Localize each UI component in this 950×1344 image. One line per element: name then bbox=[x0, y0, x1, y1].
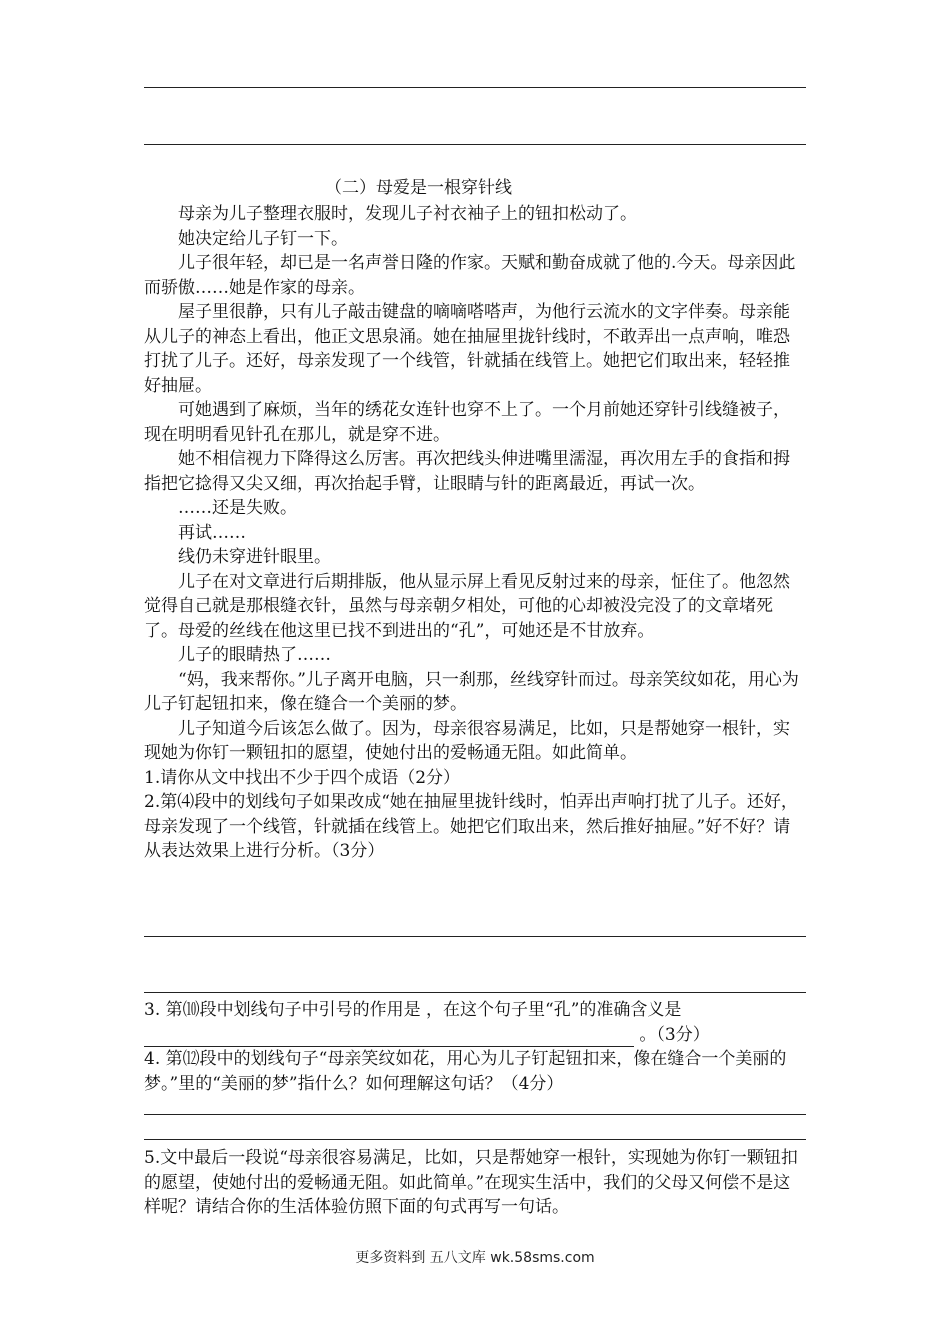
answer-line-q4-1[interactable] bbox=[144, 1114, 806, 1115]
paragraph: 她决定给儿子钉一下。 bbox=[178, 228, 348, 249]
paragraph: 线仍未穿进针眼里。 bbox=[178, 547, 331, 567]
paragraph: 儿子很年轻，却已是一名声誉日隆的作家。天赋和勤奋成就了他的.今天。母亲因此而骄傲……她是作家的母亲。 bbox=[144, 253, 796, 298]
paragraph: 再试…… bbox=[178, 522, 246, 543]
paragraph: 儿子知道今后该怎么做了。因为，母亲很容易满足，比如，只是帮她穿一根针，实现她为你钉一颗钮扣的愿望，使她付出的爱畅通无阻。如此简单。 bbox=[144, 718, 790, 763]
paragraph: 屋子里很静，只有儿子敲击键盘的嘀嘀嗒嗒声，为他行云流水的文字伴奏。母亲能从儿子的神态上看出，他正文思泉涌。她在抽屉里拢针线时，不敢弄出一点声响，唯恐打扰了儿子。还好，母亲发现了一个线管，针就插在线管上。她把它们取出来，轻轻推好抽屉。 bbox=[144, 302, 790, 396]
answer-blank-q3[interactable] bbox=[144, 1028, 634, 1047]
question-1: 1.请你从文中找出不少于四个成语（2分） bbox=[144, 767, 461, 788]
question-5-block bbox=[144, 1146, 806, 1220]
answer-line-top-1 bbox=[144, 87, 806, 88]
paragraph: 可她遇到了麻烦，当年的绣花女连针也穿不上了。一个月前她还穿针引线缝被子，现在明明看见针孔在那儿，就是穿不进。 bbox=[144, 400, 790, 445]
passage-title: （二）母爱是一根穿针线 bbox=[325, 178, 512, 198]
paragraph: 儿子的眼睛热了…… bbox=[178, 645, 331, 665]
paragraph: ……还是失败。 bbox=[178, 498, 297, 518]
answer-line-q2-2[interactable] bbox=[144, 992, 806, 993]
question-3-block bbox=[144, 998, 806, 1096]
paragraph: “妈，我来帮你。”儿子离开电脑，只一刹那，丝线穿针而过。母亲笑纹如花，用心为儿子钉起钮扣来，像在缝合一个美丽的梦。 bbox=[144, 669, 799, 714]
paragraph: 儿子在对文章进行后期排版，他从显示屏上看见反射过来的母亲，怔住了。他忽然觉得自己就是那根缝衣针，虽然与母亲朝夕相处，可他的心却被没完没了的文章堵死了。母爱的丝线在他这里已找不到进出的“孔”，可她还是不甘放弃。 bbox=[144, 571, 790, 641]
question-3-text: 3. 第⑽段中划线句子中引号的作用是 ，在这个句子里“孔”的准确含义是 bbox=[144, 1000, 682, 1020]
question-2: 2.第⑷段中的划线句子如果改成“她在抽屉里拢针线时，怕弄出声响打扰了儿子。还好，母亲发现了一个线管，针就插在线管上。她把它们取出来，然后推好抽屉。”好不好？请从表达效果上进行分析。（3分） bbox=[144, 792, 798, 861]
footer-watermark: 更多资料到 五八文库 wk.58sms.com bbox=[355, 1250, 595, 1266]
answer-line-q4-2[interactable] bbox=[144, 1139, 806, 1140]
question-3 bbox=[144, 998, 806, 1047]
answer-line-q2-1[interactable] bbox=[144, 936, 806, 937]
passage-body bbox=[144, 202, 806, 864]
question-5: 5.文中最后一段说“母亲很容易满足，比如，只是帮她穿一根针，实现她为你钉一颗钮扣的愿望，使她付出的爱畅通无阻。如此简单。”在现实生活中，我们的父母又何偿不是这样呢？请结合你的生活体验仿照下面的句式再写一句话。 bbox=[144, 1148, 798, 1217]
question-4: 4. 第⑿段中的划线句子“母亲笑纹如花，用心为儿子钉起钮扣来，像在缝合一个美丽的梦。”里的“美丽的梦”指什么？如何理解这句话？（4分） bbox=[144, 1049, 787, 1094]
question-3-score: 。（3分） bbox=[639, 1024, 710, 1045]
paragraph: 她不相信视力下降得这么厉害。再次把线头伸进嘴里濡湿，再次用左手的食指和拇指把它捻得又尖又细，再次抬起手臂，让眼睛与针的距离最近，再试一次。 bbox=[144, 449, 790, 494]
paragraph: 母亲为儿子整理衣服时，发现儿子衬衣袖子上的钮扣松动了。 bbox=[178, 204, 637, 224]
answer-line-top-2 bbox=[144, 144, 806, 145]
